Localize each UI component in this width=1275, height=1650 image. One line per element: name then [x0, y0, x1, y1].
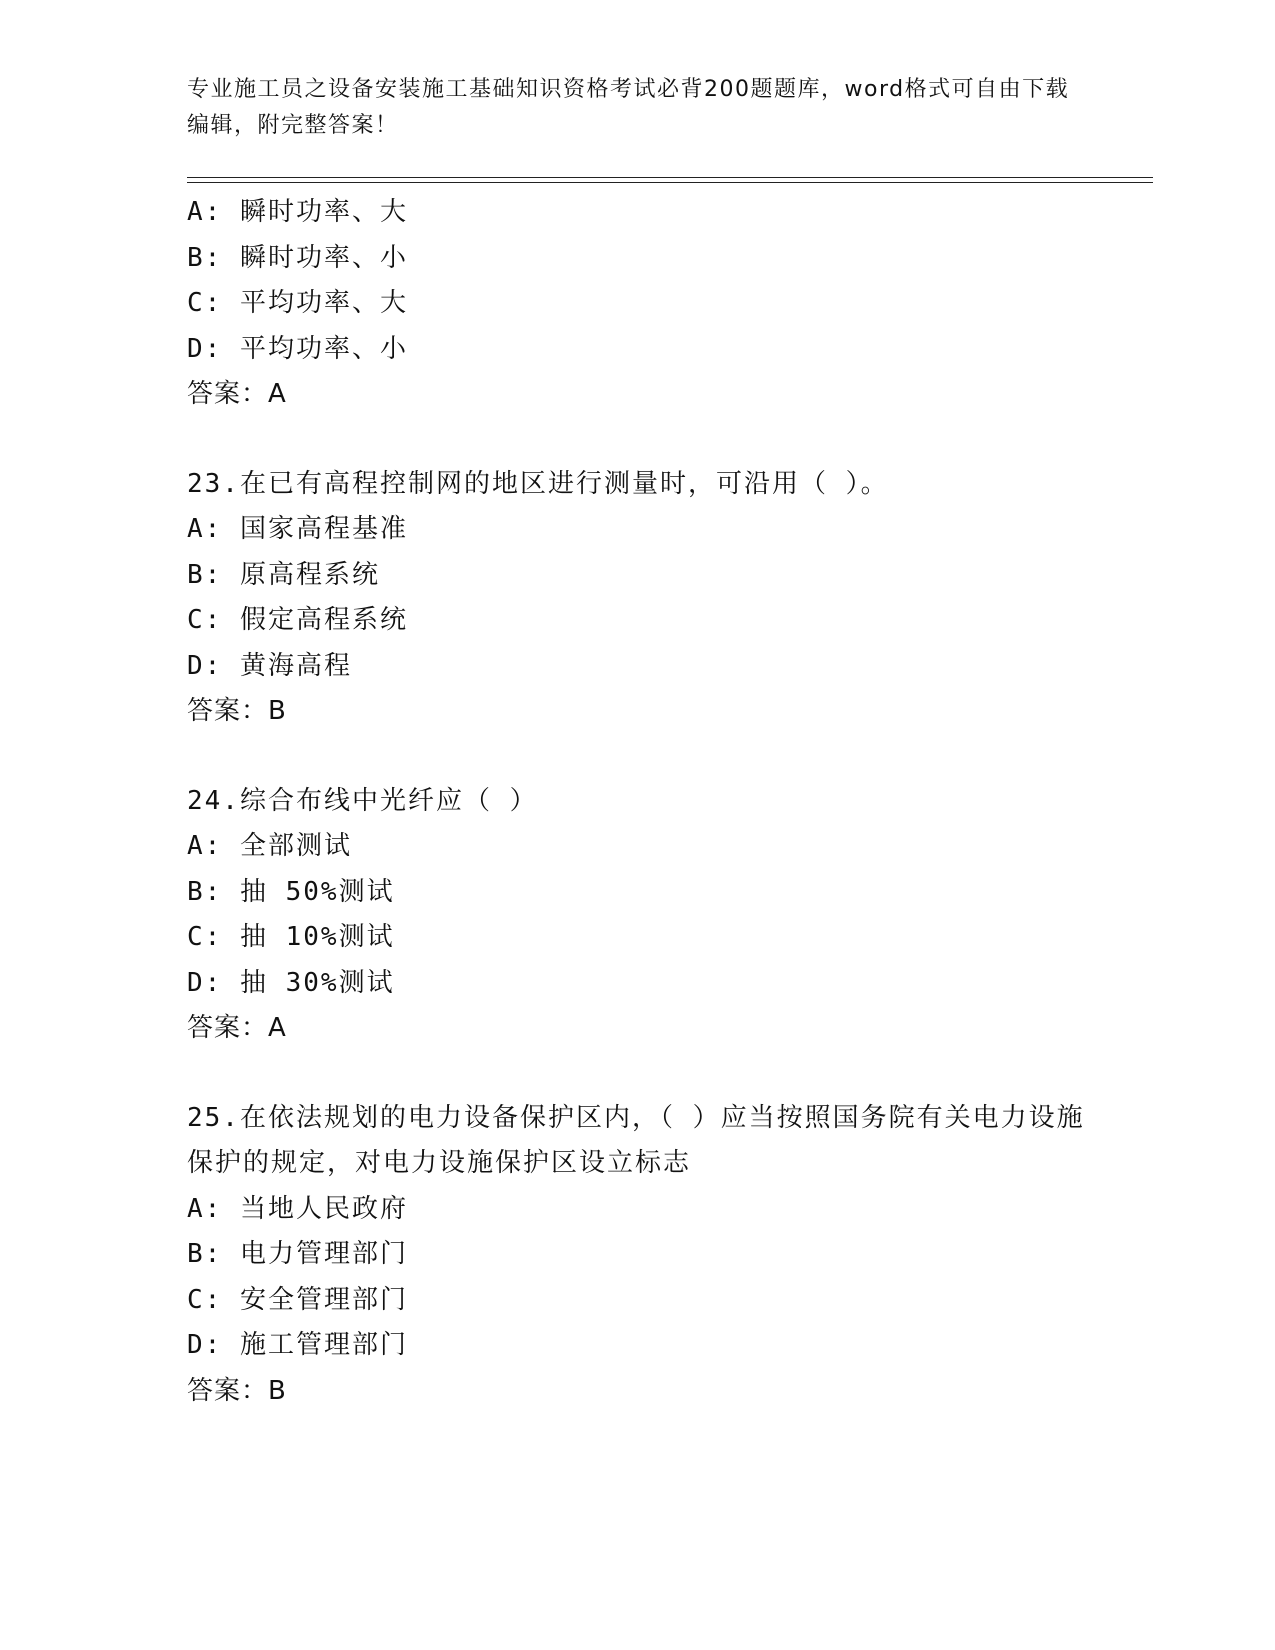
question-block: [187, 462, 1087, 735]
option-a: A: 当地人民政府: [187, 1193, 408, 1224]
answer-label: 答案：A: [187, 1013, 287, 1043]
option-d: D: 平均功率、小: [187, 333, 408, 364]
option-d: D: 抽 30%测试: [187, 967, 395, 998]
option-b: B: 瞬时功率、小: [187, 242, 408, 273]
option-c: C: 平均功率、大: [187, 288, 408, 318]
question-list: [187, 190, 1087, 1414]
option-d: D: 黄海高程: [187, 650, 352, 681]
header-divider-top: [187, 177, 1153, 178]
document-header: 专业施工员之设备安装施工基础知识资格考试必背200题题库，word格式可自由下载编辑，附完整答案！: [187, 77, 1070, 138]
answer-label: 答案：B: [187, 1375, 287, 1406]
header-divider-bottom: [187, 182, 1153, 183]
option-a: A: 全部测试: [187, 831, 352, 861]
option-a: A: 国家高程基准: [187, 514, 408, 544]
option-c: C: 安全管理部门: [187, 1284, 408, 1315]
option-c: C: 抽 10%测试: [187, 922, 395, 952]
option-b: B: 抽 50%测试: [187, 876, 395, 907]
option-b: B: 电力管理部门: [187, 1239, 408, 1269]
option-b: B: 原高程系统: [187, 559, 380, 590]
option-c: C: 假定高程系统: [187, 605, 408, 635]
question-block: [187, 1096, 1087, 1415]
option-d: D: 施工管理部门: [187, 1330, 408, 1360]
question-block: [187, 190, 1087, 418]
question-text: 24.综合布线中光纤应（ ）: [187, 785, 538, 816]
answer-label: 答案：A: [187, 379, 287, 409]
question-block: [187, 779, 1087, 1052]
question-text: 23.在已有高程控制网的地区进行测量时，可沿用（ ）。: [187, 468, 889, 499]
option-a: A: 瞬时功率、大: [187, 197, 408, 227]
question-text: 25.在依法规划的电力设备保护区内，（ ）应当按照国务院有关电力设施保护的规定，对电力设施保护区设立标志: [187, 1102, 1085, 1178]
answer-label: 答案：B: [187, 696, 287, 726]
